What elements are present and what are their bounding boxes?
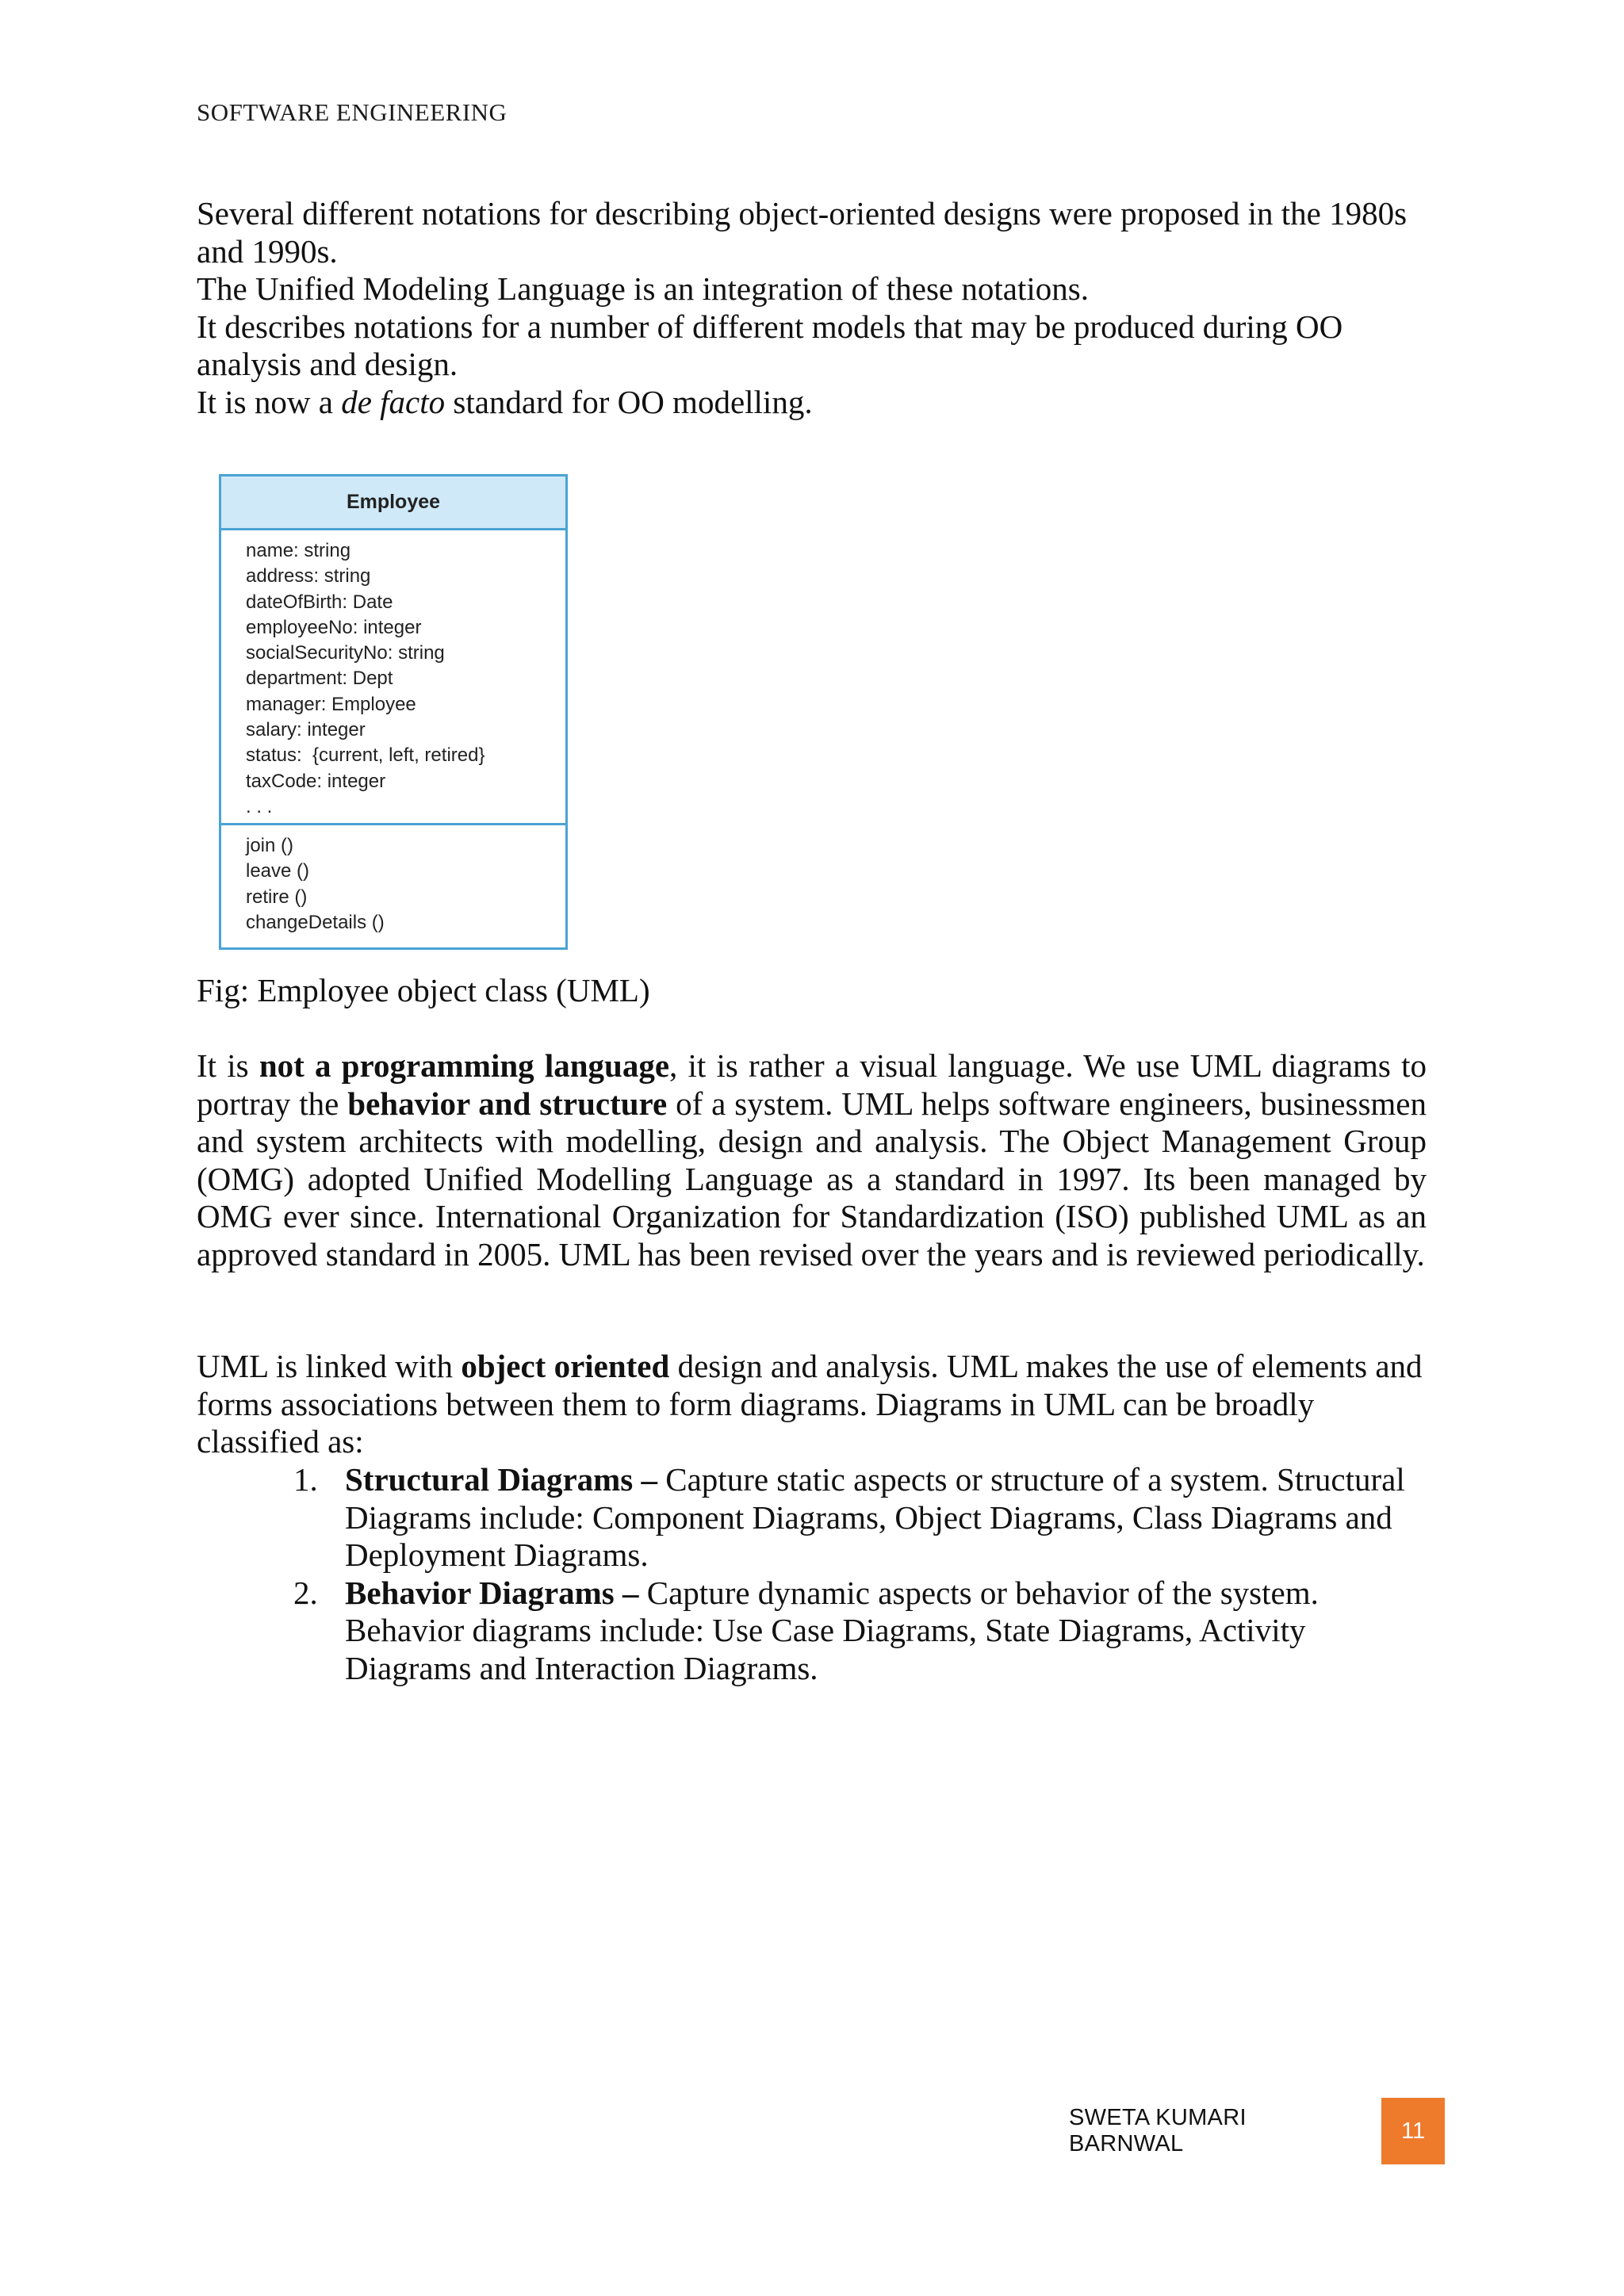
paragraph-text: of a system. UML helps software engineers, businessmen and system architects with modelling, design and analysis. The Object Management Group (OMG) adopted Unified Modelling Language as a standard in 1997. Its been managed by OMG ever since. International Organization for Standardization (ISO) published UML as an approved standard in 2005. UML has been revised over the years and is reviewed periodically. [197,1085,1427,1272]
uml-operation: join () [246,835,294,856]
paragraph-bold: object oriented [461,1348,670,1384]
uml-attribute: name: string [246,540,351,561]
diagram-type-list [293,1461,1419,1687]
uml-attribute: taxCode: integer [246,770,386,792]
intro-text: standard for OO modelling. [445,383,813,420]
intro-line: The Unified Modeling Language is an integration of these notations. [197,270,1089,307]
paragraph-text: , it is rather a visual language. We use UML diagrams to portray the [197,1047,1427,1122]
uml-class-diagram [219,474,568,950]
uml-attribute: salary: integer [246,719,366,741]
paragraph-uml-classification [197,1348,1427,1461]
paragraph-text: It is [197,1047,259,1084]
author-name: SWETA KUMARI BARNWAL [1069,2105,1247,2156]
list-item-title: Structural Diagrams – [345,1461,658,1498]
intro-block [197,195,1434,421]
uml-attribute: employeeNo: integer [246,616,422,638]
uml-operation: changeDetails () [246,911,385,933]
list-item-text: Capture static aspects or structure of a system. Structural Diagrams include: Component Diagrams, Object Diagrams, Class Diagrams and Deployment Diagrams. [345,1461,1405,1573]
page-footer [1069,2098,1445,2164]
uml-attribute: manager: Employee [246,693,416,715]
intro-line [197,384,1434,422]
list-item [293,1461,1419,1575]
list-item-text: Capture dynamic aspects or behavior of the system. Behavior diagrams include: Use Case Diagrams, State Diagrams, Activity Diagrams and Interaction Diagrams. [345,1574,1319,1686]
paragraph-uml-overview [197,1047,1427,1273]
paragraph-bold: not a programming language [259,1047,670,1084]
uml-attribute: . . . [246,795,273,817]
running-header: SOFTWARE ENGINEERING [197,98,508,126]
uml-class-name: Employee [221,476,565,530]
list-item [293,1575,1419,1688]
paragraph-bold: behavior and structure [347,1085,668,1122]
list-number: 2. [293,1574,318,1611]
uml-attribute: socialSecurityNo: string [246,642,445,664]
uml-attribute: address: string [246,565,371,587]
uml-attribute: dateOfBirth: Date [246,591,393,613]
list-number: 1. [293,1461,318,1498]
intro-line: Several different notations for describing object-oriented designs were proposed in the 1980s and 1990s. [197,195,1408,270]
uml-attribute: status: {current, left, retired} [246,744,485,767]
paragraph-text: UML is linked with [197,1348,462,1384]
paragraph-text: design and analysis. UML makes the use of elements and forms associations between them to form diagrams. Diagrams in UML can be broadly classified as: [197,1348,1423,1460]
intro-text: It is now a [197,383,342,420]
uml-attributes [221,530,565,825]
uml-operations [221,825,565,936]
figure-caption: Fig: Employee object class (UML) [197,972,650,1008]
intro-line: It describes notations for a number of different models that may be produced during OO analysis and design. [197,308,1343,382]
uml-attribute: department: Dept [246,668,393,690]
intro-emphasis: de facto [341,383,446,420]
uml-operation: leave () [246,860,310,882]
list-item-title: Behavior Diagrams – [345,1574,639,1611]
uml-operation: retire () [246,886,308,908]
page-number-badge: 11 [1381,2098,1445,2164]
